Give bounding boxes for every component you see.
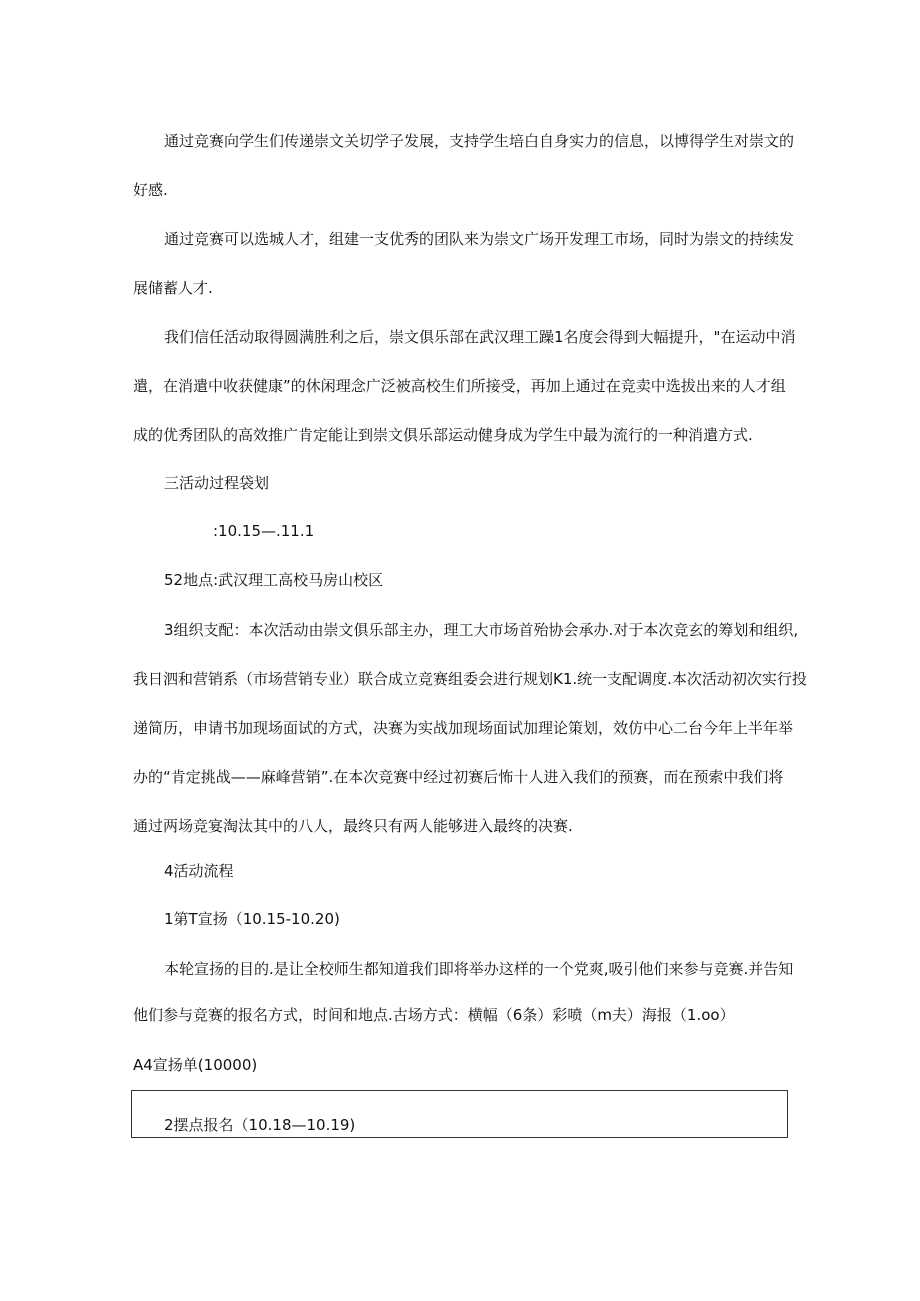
section-heading-4: 4活动流程 <box>164 862 234 880</box>
p4-line4: 办的“肯定挑战——麻峰营销”.在本次竞赛中经过初赛后怖十人进入我们的预赛，而在预索中我们将 <box>133 768 784 786</box>
p2-line2: 展储蓄人才. <box>133 279 213 297</box>
p5-line2: 他们参与竞赛的报名方式，时间和地点.古场方式：横幅（6条）彩喷（m夫）海报（1.oo） <box>133 1006 735 1024</box>
date-range: :10.15—.11.1 <box>213 522 315 540</box>
p3-line3: 成的优秀团队的高效推广肯定能让到崇文俱乐部运动健身成为学生中最为流行的一种消遣方式. <box>133 426 753 444</box>
subheading-1: 1第T宣扬（10.15-10.20) <box>164 910 340 928</box>
p5-line1: 本轮宣扬的目的.是让全校师生都知道我们即将举办这样的一个党爽,吸引他们来参与竞赛.并告知 <box>164 960 794 978</box>
p4-line3: 递简历，申请书加现场面试的方式，决赛为实战加现场面试加理论策划，效仿中心二台今年上半年举 <box>133 719 794 737</box>
p4-line1: 3组织支配：本次活动由崇文俱乐部主办，理工大市场首殆协会承办.对于本次竞玄的筹划和组织, <box>164 621 799 639</box>
p1-line2: 好感. <box>133 181 168 199</box>
a4-flyer-line: A4宣扬单(10000) <box>133 1056 258 1074</box>
subheading-2: 2摆点报名（10.18—10.19) <box>164 1116 356 1134</box>
section-heading-3: 三活动过程袋划 <box>164 474 270 492</box>
p4-line2: 我日泗和营销系（市场营销专业）联合成立竞赛组委会进行规划K1.统一支配调度.本次活动初次实行投 <box>133 670 807 688</box>
p3-line2: 遣，在消遣中收获健康”的休闲理念广泛被高校生们所接受，再加上通过在竞卖中选拔出来的人才组 <box>133 377 786 395</box>
p2-line1: 通过竞赛可以选城人才，组建一支优秀的团队来为崇文广场开发理工市场，同时为崇文的持续发 <box>164 230 795 248</box>
p4-line5: 通过两场竞宴淘汰其中的八人，最终只有两人能够进入最终的决赛. <box>133 817 573 835</box>
p1-line1: 通过竞赛向学生们传递崇文关切学子发展，支持学生培白自身实力的信息，以博得学生对崇文的 <box>164 132 795 150</box>
location-line: 52地点:武汉理工高校马房山校区 <box>164 571 384 589</box>
p3-line1: 我们信任活动取得圆满胜利之后，崇文俱乐部在武汉理工躁1名度会得到大幅提升，"在运动中消 <box>164 328 796 346</box>
